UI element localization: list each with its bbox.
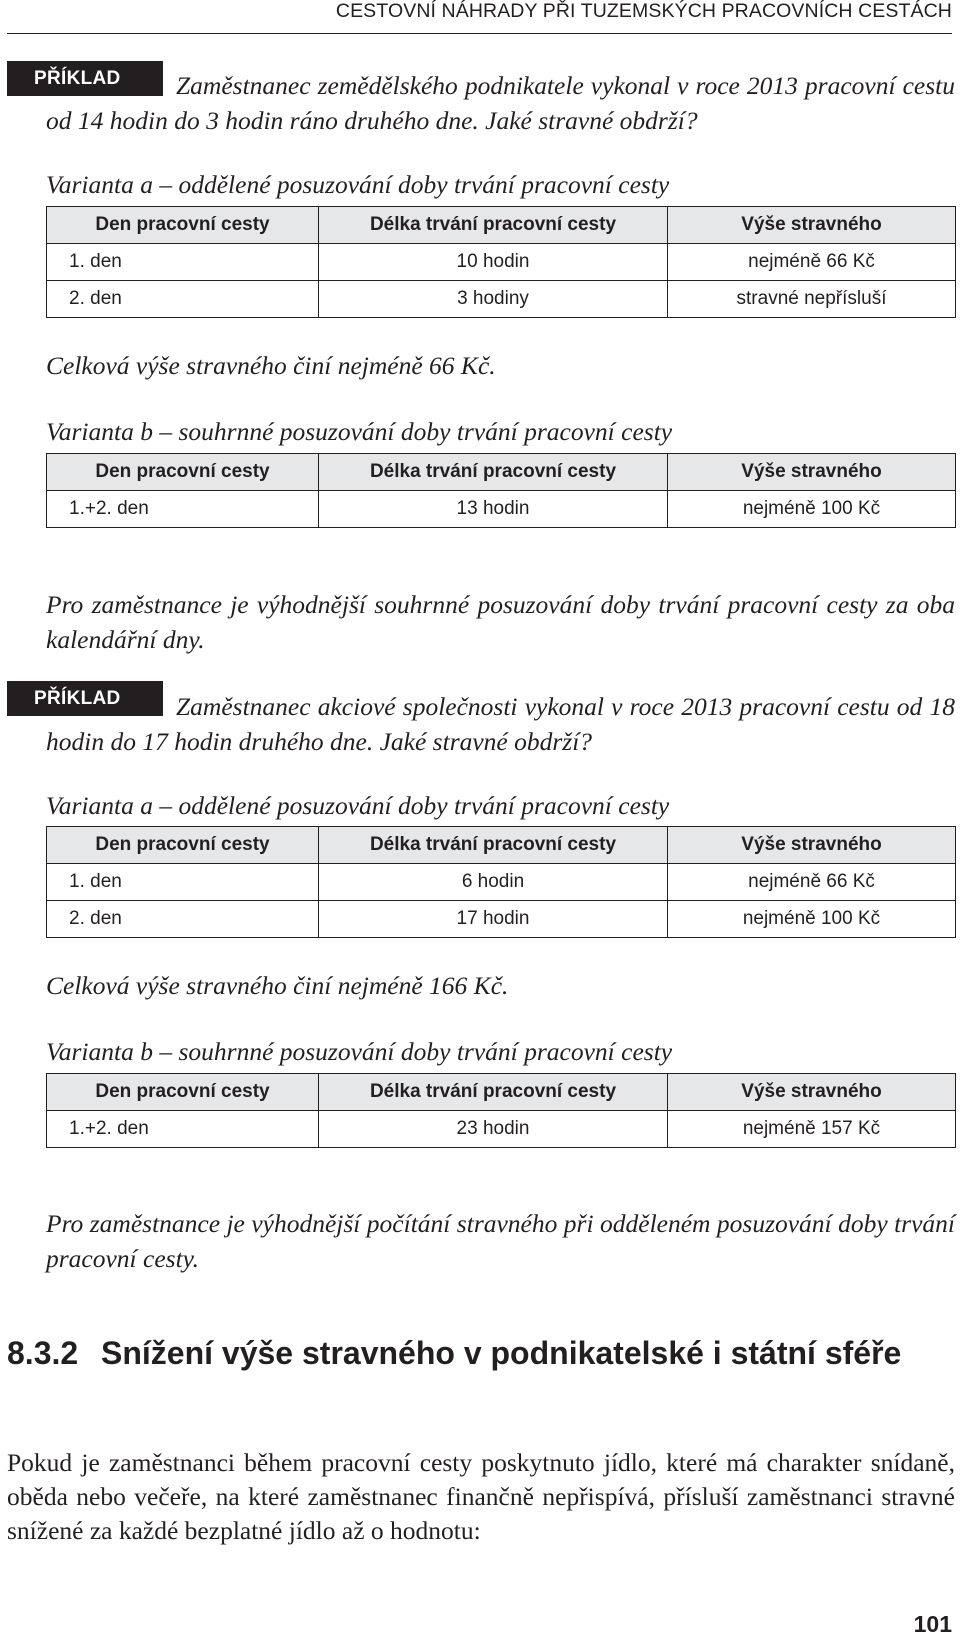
section-number: 8.3.2 [7, 1335, 79, 1371]
variant-b-title: Varianta b – souhrnné posuzování doby trvání pracovní cesty [46, 417, 673, 446]
cell-day: 2. den [47, 901, 319, 938]
variant-b-table [46, 1073, 956, 1148]
cell-day: 2. den [47, 281, 319, 318]
header-duration: Délka trvání pracovní cesty [319, 454, 668, 491]
cell-duration: 6 hodin [319, 864, 668, 901]
running-header: CESTOVNÍ NÁHRADY PŘI TUZEMSKÝCH PRACOVNÍCH CESTÁCH [335, 0, 952, 22]
table-header-row [47, 207, 956, 244]
cell-day: 1.+2. den [47, 491, 319, 528]
table-header-row [47, 1074, 956, 1111]
cell-day: 1. den [47, 244, 319, 281]
example-question: Zaměstnanec zemědělského podnikatele vykonal v roce 2013 pracovní cestu od 14 hodin do 3 hodin ráno druhého dne. Jaké stravné obdrží? [46, 71, 955, 135]
example-conclusion: Pro zaměstnance je výhodnější souhrnné posuzování doby trvání pracovní cesty za oba kalendářní dny. [46, 590, 955, 654]
table-row [47, 281, 956, 318]
variant-a-title: Varianta a – oddělené posuzování doby trvání pracovní cesty [46, 170, 670, 199]
header-day: Den pracovní cesty [47, 207, 319, 244]
example-badge: PŘÍKLAD [7, 681, 163, 716]
page-number: 101 [913, 1611, 952, 1637]
header-day: Den pracovní cesty [47, 1074, 319, 1111]
header-amount: Výše stravného [668, 1074, 956, 1111]
header-day: Den pracovní cesty [47, 827, 319, 864]
header-amount: Výše stravného [668, 207, 956, 244]
cell-duration: 23 hodin [319, 1111, 668, 1148]
cell-amount: nejméně 66 Kč [668, 244, 956, 281]
cell-amount: nejméně 157 Kč [668, 1111, 956, 1148]
table-row [47, 864, 956, 901]
table-row [47, 244, 956, 281]
variant-a-total: Celková výše stravného činí nejméně 166 Kč. [46, 971, 509, 1000]
table-row [47, 491, 956, 528]
cell-duration: 13 hodin [319, 491, 668, 528]
table-row [47, 901, 956, 938]
table-header-row [47, 827, 956, 864]
cell-duration: 3 hodiny [319, 281, 668, 318]
variant-b-title: Varianta b – souhrnné posuzování doby trvání pracovní cesty [46, 1037, 673, 1066]
cell-amount: stravné nepřísluší [668, 281, 956, 318]
header-day: Den pracovní cesty [47, 454, 319, 491]
variant-a-table [46, 206, 956, 318]
variant-b-table [46, 453, 956, 528]
cell-amount: nejméně 100 Kč [668, 491, 956, 528]
variant-a-total: Celková výše stravného činí nejméně 66 Kč. [46, 351, 496, 380]
cell-duration: 17 hodin [319, 901, 668, 938]
cell-duration: 10 hodin [319, 244, 668, 281]
variant-a-table [46, 826, 956, 938]
body-paragraph: Pokud je zaměstnanci během pracovní cesty poskytnuto jídlo, které má charakter snídaně, oběda nebo večeře, na které zaměstnanec finančně nepřispívá, přísluší zaměstnanci stravné snížené za každé bezplatné jídlo až o hodnotu: [7, 1448, 955, 1545]
table-row [47, 1111, 956, 1148]
header-duration: Délka trvání pracovní cesty [319, 207, 668, 244]
table-header-row [47, 454, 956, 491]
variant-a-title: Varianta a – oddělené posuzování doby trvání pracovní cesty [46, 791, 670, 820]
cell-day: 1.+2. den [47, 1111, 319, 1148]
header-duration: Délka trvání pracovní cesty [319, 1074, 668, 1111]
example-conclusion: Pro zaměstnance je výhodnější počítání stravného při odděleném posuzování doby trvání pracovní cesty. [46, 1209, 955, 1273]
header-duration: Délka trvání pracovní cesty [319, 827, 668, 864]
cell-amount: nejméně 66 Kč [668, 864, 956, 901]
header-amount: Výše stravného [668, 454, 956, 491]
section-title: Snížení výše stravného v podnikatelské i státní sféře [101, 1335, 902, 1371]
header-rule [7, 33, 952, 34]
header-amount: Výše stravného [668, 827, 956, 864]
cell-day: 1. den [47, 864, 319, 901]
example-question: Zaměstnanec akciové společnosti vykonal v roce 2013 pracovní cestu od 18 hodin do 17 hodin druhého dne. Jaké stravné obdrží? [46, 692, 955, 756]
cell-amount: nejméně 100 Kč [668, 901, 956, 938]
example-badge: PŘÍKLAD [7, 61, 163, 96]
